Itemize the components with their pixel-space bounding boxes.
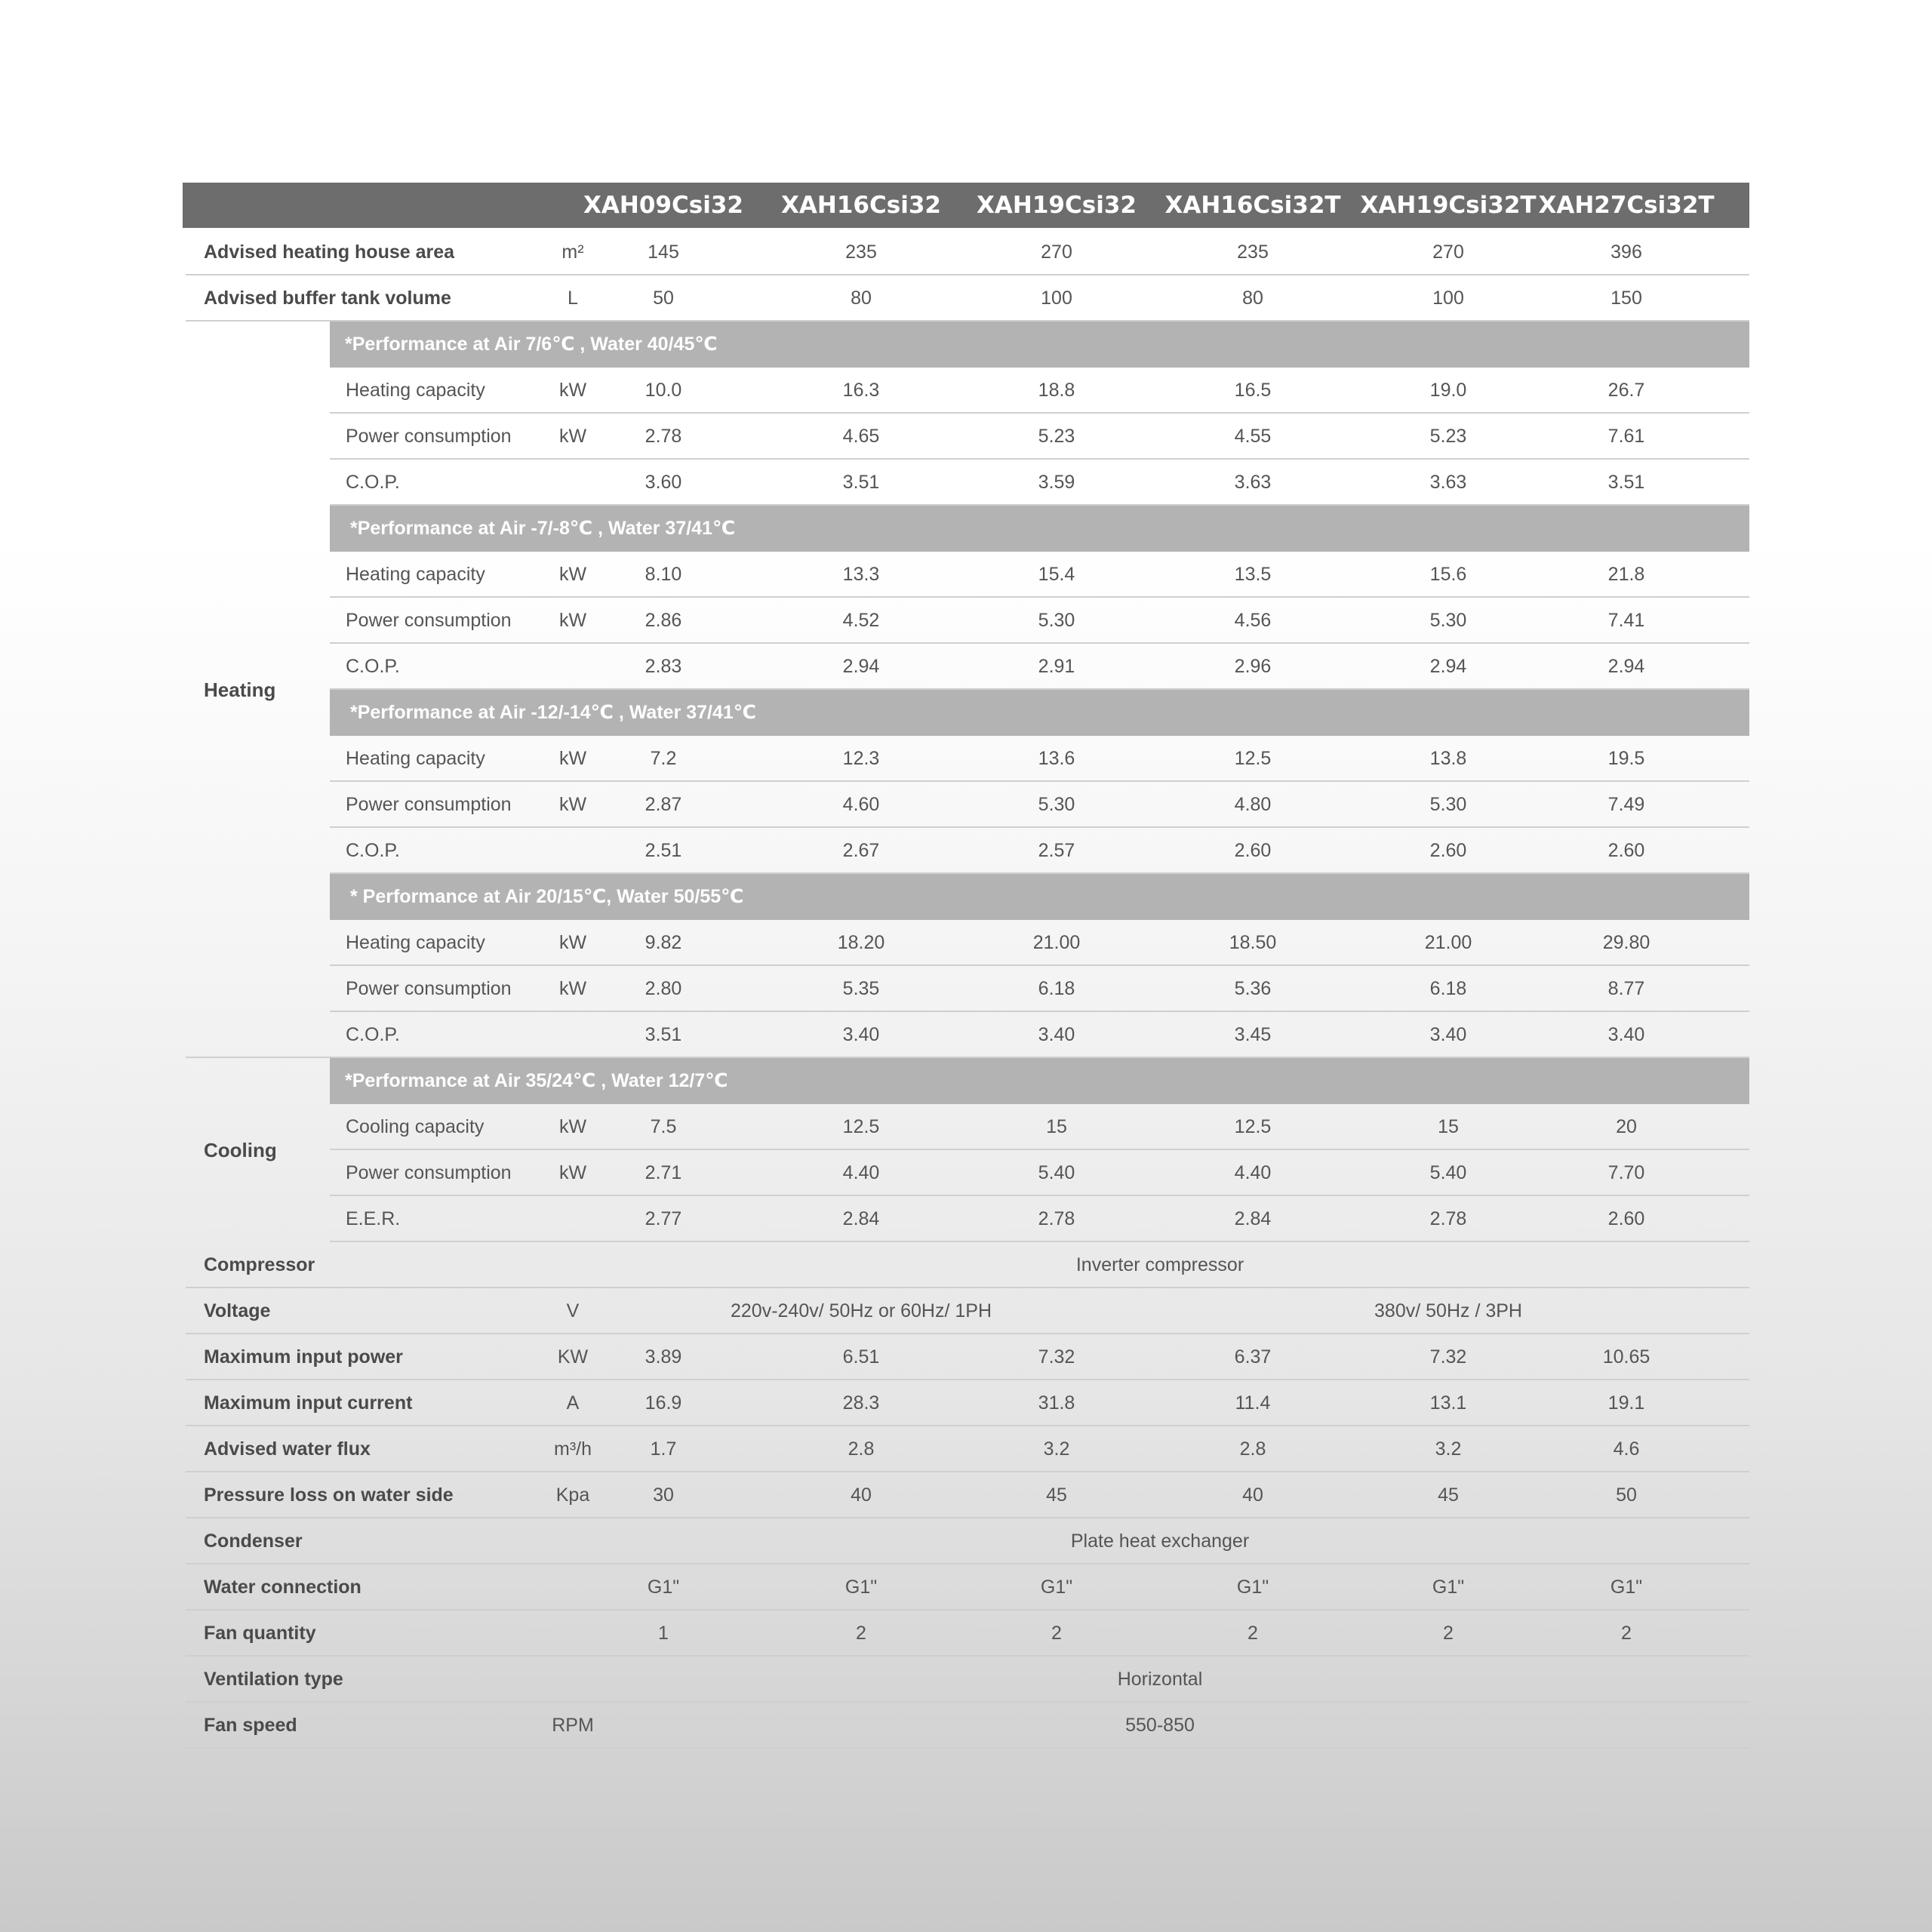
- row-label: Heating capacity: [346, 564, 485, 585]
- merged-value-cell: Horizontal: [1117, 1669, 1203, 1690]
- value-cell: 4.40: [1234, 1162, 1272, 1183]
- value-cell: 40: [1242, 1484, 1263, 1506]
- value-cell: 2.71: [645, 1162, 682, 1183]
- value-cell: 13.8: [1429, 748, 1467, 769]
- value-cell: 235: [845, 242, 877, 263]
- spec-row: [330, 414, 1749, 460]
- merged-value-cell: Plate heat exchanger: [1070, 1531, 1250, 1552]
- row-unit: kW: [558, 610, 587, 631]
- value-cell: G1": [1610, 1577, 1643, 1598]
- spec-row: [330, 598, 1749, 644]
- value-cell: 7.32: [1038, 1346, 1075, 1367]
- spec-row: [186, 275, 1749, 321]
- spec-row: [330, 736, 1749, 782]
- value-cell: 7.2: [650, 748, 677, 769]
- value-cell: 2.60: [1429, 840, 1467, 861]
- spec-row: [330, 1150, 1749, 1196]
- value-cell: 2.51: [645, 840, 682, 861]
- condition-title: *Performance at Air -12/-14℃ , Water 37/41℃: [350, 702, 757, 723]
- value-cell: 10.65: [1602, 1346, 1651, 1367]
- value-cell: 19.1: [1607, 1392, 1645, 1414]
- value-cell: 3.51: [645, 1024, 682, 1045]
- value-cell: 21.00: [1424, 932, 1472, 953]
- value-cell: 15: [1046, 1116, 1067, 1137]
- row-unit: kW: [558, 380, 587, 401]
- value-cell: 12.5: [842, 1116, 880, 1137]
- value-cell: 270: [1432, 242, 1464, 263]
- value-cell: 45: [1438, 1484, 1459, 1506]
- model-name-header: XAH16Csi32: [781, 192, 941, 219]
- value-cell: 7.41: [1607, 610, 1645, 631]
- model-name-header: XAH16Csi32T: [1164, 192, 1341, 219]
- value-cell: 6.51: [842, 1346, 880, 1367]
- merged-value-cell: 220v-240v/ 50Hz or 60Hz/ 1PH: [730, 1300, 992, 1321]
- value-cell: 31.8: [1038, 1392, 1075, 1414]
- condition-banner: [330, 1058, 1749, 1104]
- value-cell: 13.6: [1038, 748, 1075, 769]
- value-cell: 4.6: [1613, 1438, 1640, 1460]
- value-cell: 12.5: [1234, 1116, 1272, 1137]
- row-label: Maximum input power: [204, 1346, 403, 1367]
- spec-row: [330, 460, 1749, 506]
- value-cell: 30: [653, 1484, 674, 1506]
- value-cell: 5.30: [1429, 610, 1467, 631]
- spec-row: [186, 1703, 1749, 1749]
- value-cell: 270: [1041, 242, 1072, 263]
- cooling-group-label: Cooling: [204, 1139, 277, 1161]
- value-cell: 12.3: [842, 748, 880, 769]
- row-label: Compressor: [204, 1254, 315, 1275]
- condition-title: * Performance at Air 20/15℃, Water 50/55℃: [350, 886, 744, 907]
- value-cell: 2.94: [1429, 656, 1467, 677]
- value-cell: 2.60: [1607, 1208, 1645, 1229]
- value-cell: G1": [647, 1577, 680, 1598]
- spec-row: [330, 1012, 1749, 1058]
- spec-row: [330, 1196, 1749, 1242]
- value-cell: 3.40: [1607, 1024, 1645, 1045]
- value-cell: 8.10: [645, 564, 682, 585]
- value-cell: 4.80: [1234, 794, 1272, 815]
- value-cell: G1": [844, 1577, 878, 1598]
- spec-row: [186, 1334, 1749, 1380]
- value-cell: 3.60: [645, 472, 682, 493]
- value-cell: 100: [1041, 288, 1072, 309]
- value-cell: 2: [1051, 1623, 1062, 1644]
- row-unit: L: [568, 288, 578, 309]
- value-cell: 4.52: [842, 610, 880, 631]
- value-cell: 40: [851, 1484, 872, 1506]
- row-unit: kW: [558, 932, 587, 953]
- value-cell: 19.0: [1429, 380, 1467, 401]
- spec-row: [186, 1611, 1749, 1657]
- spec-row: [186, 1564, 1749, 1611]
- value-cell: 2: [1247, 1623, 1258, 1644]
- value-cell: 2.83: [645, 656, 682, 677]
- value-cell: 26.7: [1607, 380, 1645, 401]
- value-cell: 2.96: [1234, 656, 1272, 677]
- spec-row: [330, 552, 1749, 598]
- value-cell: 3.59: [1038, 472, 1075, 493]
- value-cell: 3.40: [1038, 1024, 1075, 1045]
- value-cell: G1": [1236, 1577, 1269, 1598]
- value-cell: 3.2: [1043, 1438, 1070, 1460]
- value-cell: 3.63: [1234, 472, 1272, 493]
- condition-banner: [330, 874, 1749, 920]
- model-name-header: XAH19Csi32T: [1360, 192, 1537, 219]
- value-cell: 5.23: [1429, 426, 1467, 447]
- value-cell: 2.78: [1038, 1208, 1075, 1229]
- value-cell: 16.9: [645, 1392, 682, 1414]
- row-label: C.O.P.: [346, 840, 400, 861]
- spec-row: [186, 1242, 1749, 1288]
- row-unit: kW: [558, 748, 587, 769]
- value-cell: 396: [1611, 242, 1642, 263]
- value-cell: 3.51: [1607, 472, 1645, 493]
- row-label: Fan speed: [204, 1715, 297, 1736]
- value-cell: 145: [648, 242, 679, 263]
- value-cell: 80: [851, 288, 872, 309]
- value-cell: 2: [1443, 1623, 1454, 1644]
- spec-row: [186, 1657, 1749, 1703]
- value-cell: 2.78: [1429, 1208, 1467, 1229]
- value-cell: 12.5: [1234, 748, 1272, 769]
- condition-title: *Performance at Air 35/24℃ , Water 12/7℃: [345, 1070, 728, 1091]
- row-label: Power consumption: [346, 978, 512, 999]
- row-unit: Kpa: [555, 1484, 590, 1506]
- value-cell: 29.80: [1602, 932, 1651, 953]
- value-cell: G1": [1040, 1577, 1073, 1598]
- value-cell: 100: [1432, 288, 1464, 309]
- row-label: E.E.R.: [346, 1208, 401, 1229]
- value-cell: 1: [658, 1623, 669, 1644]
- row-label: Condenser: [204, 1531, 303, 1552]
- row-unit: m²: [561, 242, 584, 263]
- value-cell: 3.51: [842, 472, 880, 493]
- merged-value-cell: Inverter compressor: [1075, 1254, 1244, 1275]
- row-unit: kW: [558, 1162, 587, 1183]
- value-cell: 6.37: [1234, 1346, 1272, 1367]
- model-name-header: XAH09Csi32: [583, 192, 743, 219]
- row-unit: RPM: [552, 1715, 594, 1736]
- value-cell: 7.49: [1607, 794, 1645, 815]
- value-cell: 3.40: [842, 1024, 880, 1045]
- value-cell: 18.20: [837, 932, 885, 953]
- value-cell: 15: [1438, 1116, 1459, 1137]
- value-cell: 4.40: [842, 1162, 880, 1183]
- value-cell: 19.5: [1607, 748, 1645, 769]
- spec-row: [186, 229, 1749, 275]
- row-unit: m³/h: [554, 1438, 592, 1460]
- value-cell: 2.77: [645, 1208, 682, 1229]
- value-cell: 2.57: [1038, 840, 1075, 861]
- value-cell: 16.3: [842, 380, 880, 401]
- value-cell: 5.23: [1038, 426, 1075, 447]
- row-label: Advised water flux: [204, 1438, 371, 1460]
- row-label: Advised heating house area: [204, 242, 455, 263]
- row-label: Power consumption: [346, 426, 512, 447]
- value-cell: 2.67: [842, 840, 880, 861]
- value-cell: 21.00: [1032, 932, 1081, 953]
- value-cell: 8.77: [1607, 978, 1645, 999]
- spec-row: [186, 1380, 1749, 1426]
- value-cell: 150: [1611, 288, 1642, 309]
- value-cell: 7.70: [1607, 1162, 1645, 1183]
- spec-row: [330, 920, 1749, 966]
- condition-title: *Performance at Air -7/-8℃ , Water 37/41℃: [350, 518, 736, 539]
- row-unit: kW: [558, 564, 587, 585]
- value-cell: 2.60: [1607, 840, 1645, 861]
- row-label: Heating capacity: [346, 932, 485, 953]
- value-cell: 7.32: [1429, 1346, 1467, 1367]
- spec-row: [186, 1426, 1749, 1472]
- row-unit: V: [566, 1300, 580, 1321]
- value-cell: 13.1: [1429, 1392, 1467, 1414]
- row-label: Power consumption: [346, 794, 512, 815]
- row-label: Maximum input current: [204, 1392, 413, 1414]
- value-cell: 4.65: [842, 426, 880, 447]
- merged-value-cell: 550-850: [1125, 1715, 1195, 1736]
- spec-row: [186, 1472, 1749, 1518]
- value-cell: 18.50: [1229, 932, 1277, 953]
- value-cell: 2.8: [1239, 1438, 1266, 1460]
- condition-banner: [330, 506, 1749, 552]
- value-cell: 2.60: [1234, 840, 1272, 861]
- value-cell: 2.84: [842, 1208, 880, 1229]
- value-cell: 235: [1237, 242, 1269, 263]
- row-unit: kW: [558, 794, 587, 815]
- value-cell: 9.82: [645, 932, 682, 953]
- heating-group-label: Heating: [204, 678, 276, 701]
- value-cell: 2.87: [645, 794, 682, 815]
- condition-banner: [330, 690, 1749, 736]
- value-cell: 5.35: [842, 978, 880, 999]
- value-cell: 3.2: [1435, 1438, 1462, 1460]
- value-cell: 3.89: [645, 1346, 682, 1367]
- spec-row: [330, 782, 1749, 828]
- row-divider: [186, 1747, 1749, 1749]
- condition-title: *Performance at Air 7/6℃ , Water 40/45℃: [345, 334, 718, 355]
- value-cell: 7.61: [1607, 426, 1645, 447]
- condition-banner: [330, 321, 1749, 368]
- row-label: Power consumption: [346, 610, 512, 631]
- value-cell: 1.7: [650, 1438, 677, 1460]
- value-cell: 7.5: [650, 1116, 677, 1137]
- row-unit: kW: [558, 978, 587, 999]
- value-cell: 3.40: [1429, 1024, 1467, 1045]
- value-cell: 2.86: [645, 610, 682, 631]
- value-cell: 2.94: [842, 656, 880, 677]
- value-cell: 4.56: [1234, 610, 1272, 631]
- spec-row: [330, 644, 1749, 690]
- value-cell: 6.18: [1038, 978, 1075, 999]
- value-cell: 4.55: [1234, 426, 1272, 447]
- row-label: Voltage: [204, 1300, 271, 1321]
- model-name-header: XAH19Csi32: [977, 192, 1137, 219]
- spec-row: [330, 368, 1749, 414]
- row-label: C.O.P.: [346, 656, 400, 677]
- value-cell: 3.63: [1429, 472, 1467, 493]
- row-unit: KW: [557, 1346, 589, 1367]
- row-unit: kW: [558, 1116, 587, 1137]
- row-label: Power consumption: [346, 1162, 512, 1183]
- value-cell: 2.94: [1607, 656, 1645, 677]
- spec-row: [330, 1104, 1749, 1150]
- spec-row: [330, 828, 1749, 874]
- value-cell: 10.0: [645, 380, 682, 401]
- value-cell: 5.40: [1429, 1162, 1467, 1183]
- value-cell: 45: [1046, 1484, 1067, 1506]
- value-cell: 13.5: [1234, 564, 1272, 585]
- value-cell: 15.6: [1429, 564, 1467, 585]
- value-cell: 18.8: [1038, 380, 1075, 401]
- value-cell: 28.3: [842, 1392, 880, 1414]
- row-label: Pressure loss on water side: [204, 1484, 454, 1506]
- row-label: C.O.P.: [346, 472, 400, 493]
- value-cell: 2.80: [645, 978, 682, 999]
- row-label: Ventilation type: [204, 1669, 343, 1690]
- value-cell: 2.8: [848, 1438, 875, 1460]
- value-cell: 2.91: [1038, 656, 1075, 677]
- value-cell: 11.4: [1235, 1392, 1271, 1414]
- row-label: Advised buffer tank volume: [204, 288, 451, 309]
- value-cell: 50: [1616, 1484, 1637, 1506]
- value-cell: 50: [653, 288, 674, 309]
- spec-row: [330, 966, 1749, 1012]
- value-cell: 80: [1242, 288, 1263, 309]
- group-divider: [186, 1057, 330, 1058]
- value-cell: 15.4: [1038, 564, 1075, 585]
- value-cell: 16.5: [1234, 380, 1272, 401]
- row-label: C.O.P.: [346, 1024, 400, 1045]
- value-cell: 13.3: [842, 564, 880, 585]
- value-cell: 2.84: [1234, 1208, 1272, 1229]
- row-label: Cooling capacity: [346, 1116, 485, 1137]
- value-cell: 5.36: [1234, 978, 1272, 999]
- value-cell: 2: [1621, 1623, 1632, 1644]
- value-cell: G1": [1432, 1577, 1465, 1598]
- group-divider: [186, 320, 330, 321]
- value-cell: 4.60: [842, 794, 880, 815]
- value-cell: 5.30: [1429, 794, 1467, 815]
- merged-value-cell: 380v/ 50Hz / 3PH: [1374, 1300, 1522, 1321]
- value-cell: 3.45: [1234, 1024, 1272, 1045]
- row-label: Heating capacity: [346, 748, 485, 769]
- value-cell: 5.30: [1038, 610, 1075, 631]
- row-label: Fan quantity: [204, 1623, 316, 1644]
- value-cell: 5.30: [1038, 794, 1075, 815]
- row-label: Heating capacity: [346, 380, 485, 401]
- row-unit: A: [566, 1392, 580, 1414]
- row-label: Water connection: [204, 1577, 361, 1598]
- value-cell: 5.40: [1038, 1162, 1075, 1183]
- model-name-header: XAH27Csi32T: [1538, 192, 1715, 219]
- spec-row: [186, 1288, 1749, 1334]
- value-cell: 2.78: [645, 426, 682, 447]
- spec-row: [186, 1518, 1749, 1564]
- value-cell: 20: [1616, 1116, 1637, 1137]
- value-cell: 21.8: [1607, 564, 1645, 585]
- row-unit: kW: [558, 426, 587, 447]
- value-cell: 6.18: [1429, 978, 1467, 999]
- value-cell: 2: [856, 1623, 866, 1644]
